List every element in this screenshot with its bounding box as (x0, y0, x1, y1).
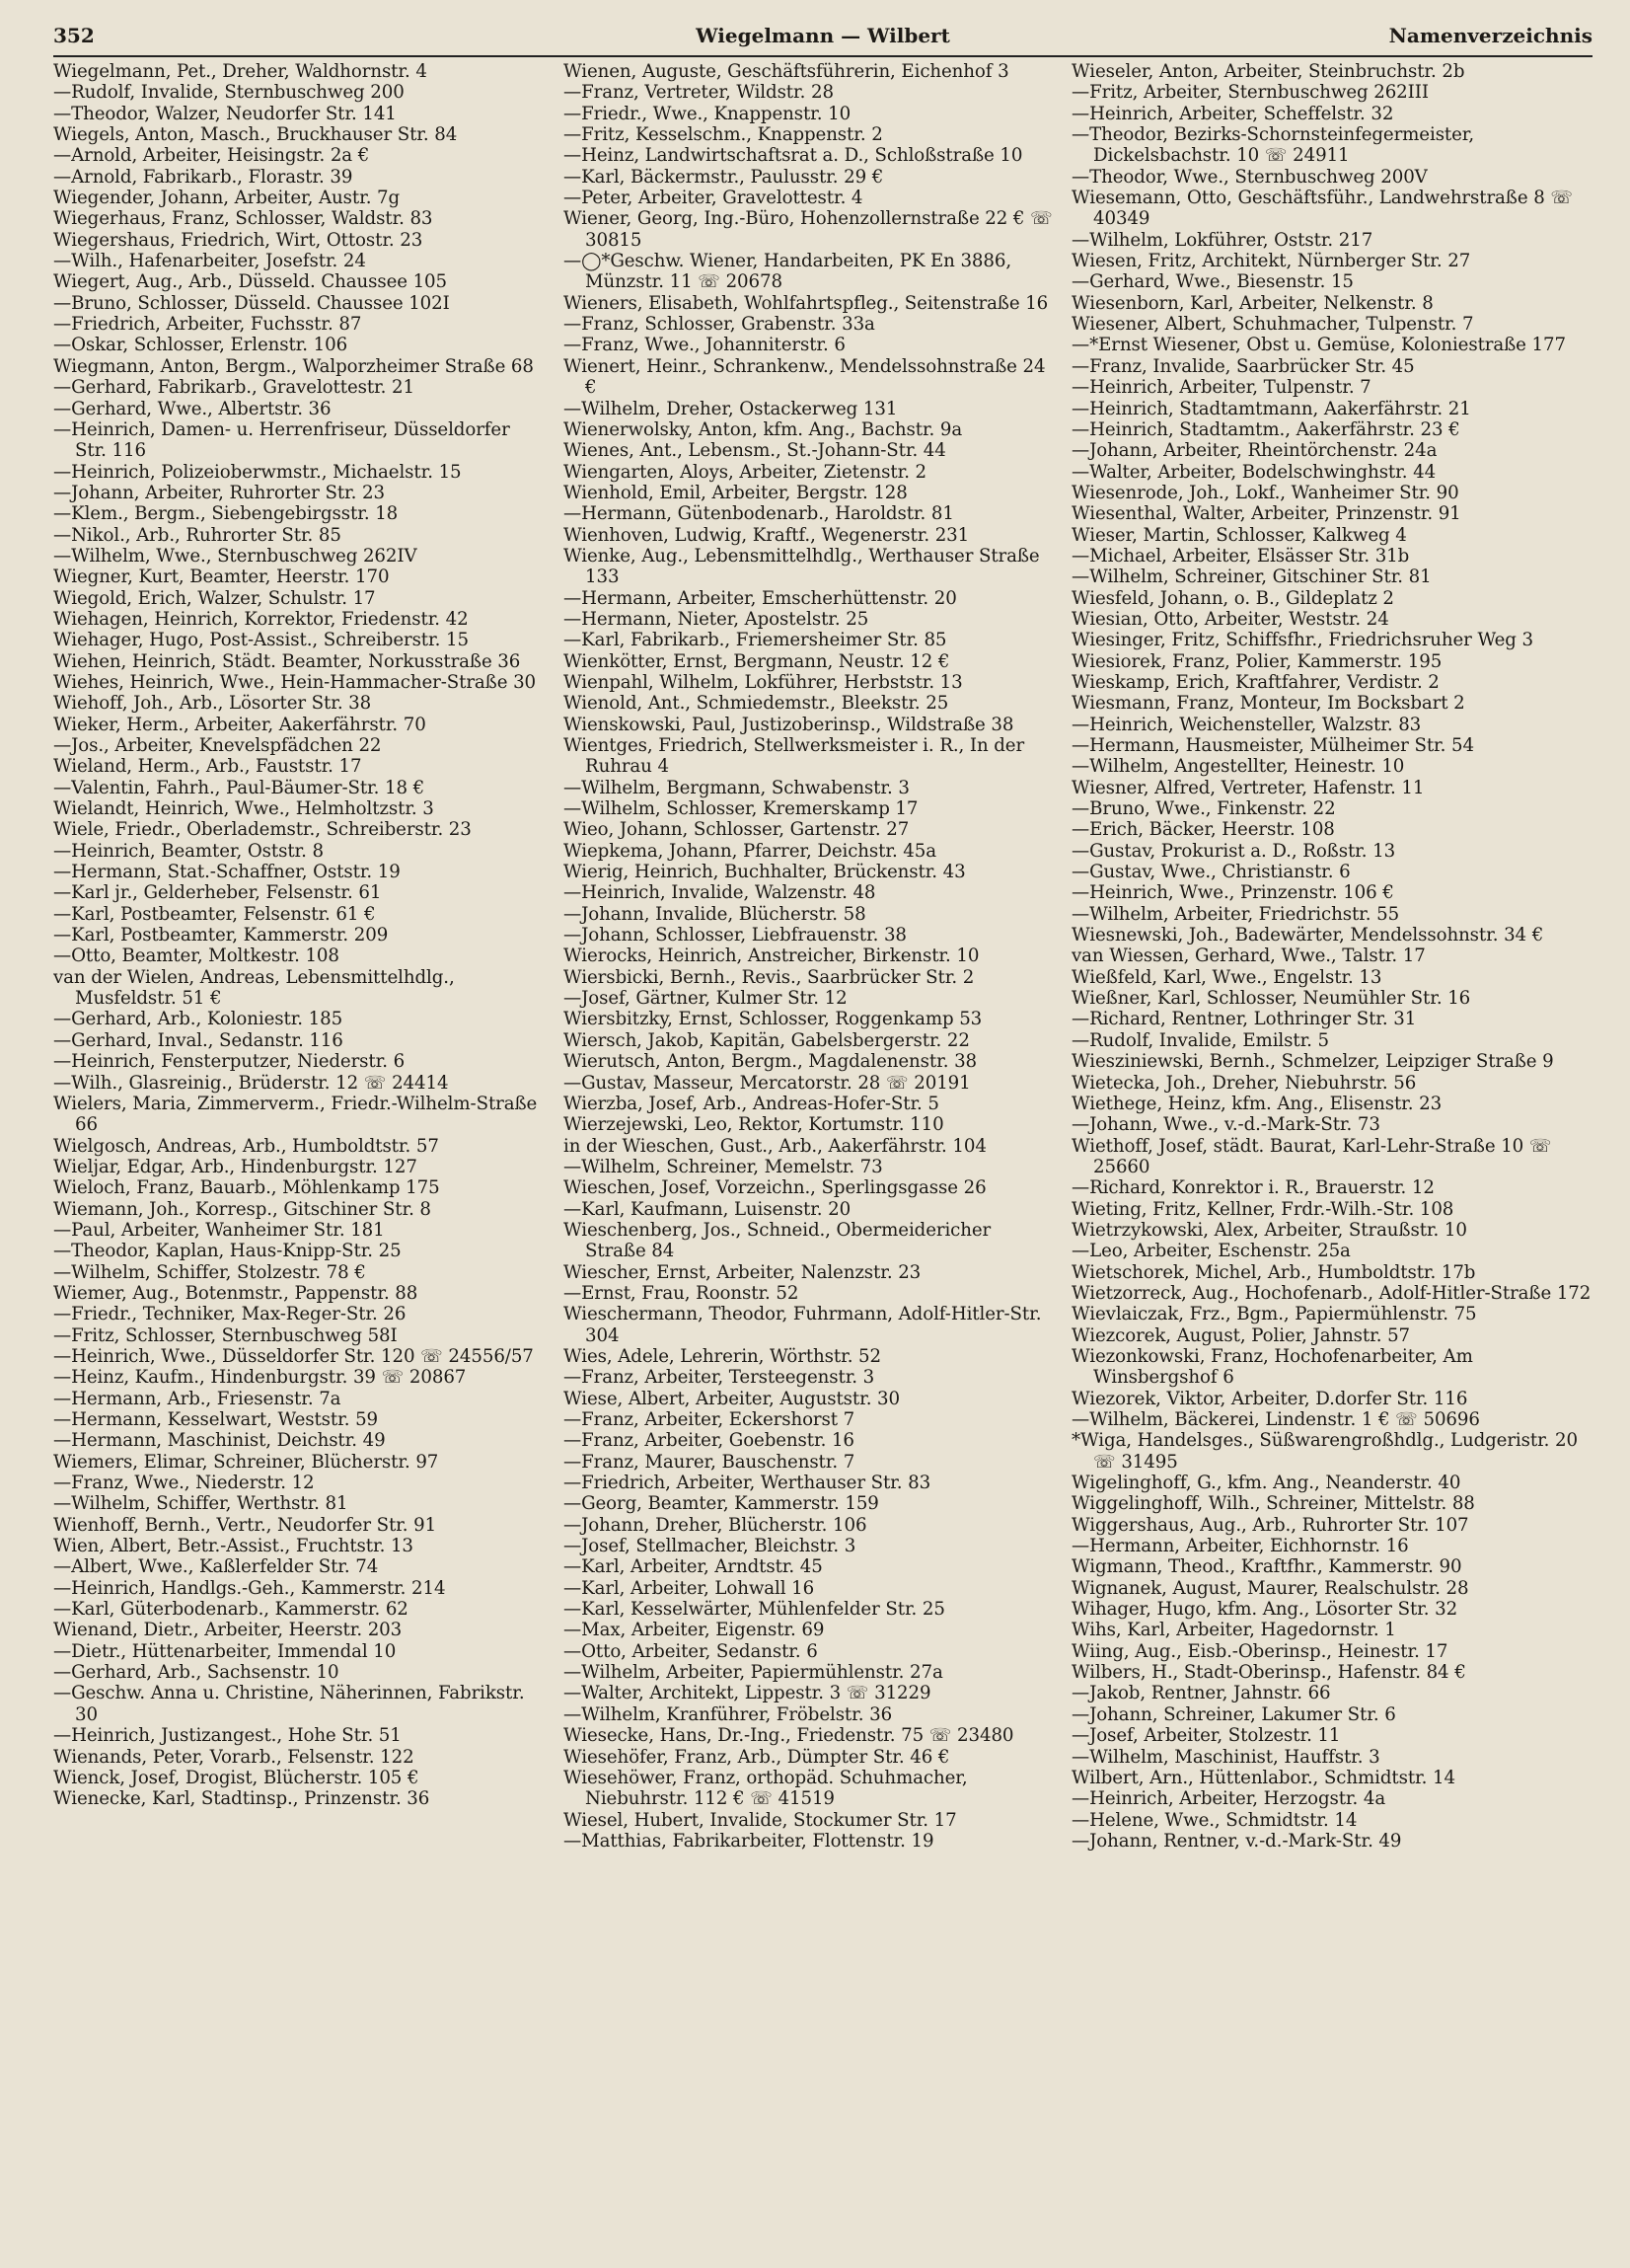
directory-entry: Wilbers, H., Stadt-Oberinsp., Hafenstr. 84 € (1072, 1662, 1466, 1684)
directory-entry: —Wilhelm, Schreiner, Gitschiner Str. 81 (1072, 567, 1432, 588)
directory-entry: —Klem., Bergm., Siebengebirgsstr. 18 (53, 503, 399, 525)
directory-column-1 (53, 61, 543, 2248)
directory-entry: Wienpahl, Wilhelm, Lokführer, Herbststr. 13 (563, 671, 963, 693)
directory-entry: —Wilhelm, Dreher, Ostackerweg 131 (563, 398, 898, 419)
directory-entry: Wiemann, Joh., Korresp., Gitschiner Str. 8 (53, 1198, 431, 1220)
directory-entry: —Heinrich, Arbeiter, Tulpenstr. 7 (1072, 377, 1371, 399)
directory-entry: —Karl, Fabrikarb., Friemersheimer Str. 85 (563, 630, 947, 651)
directory-entry: —Wilhelm, Arbeiter, Friedrichstr. 55 (1072, 903, 1400, 925)
directory-entry: —Josef, Stellmacher, Bleichstr. 3 (563, 1536, 856, 1557)
directory-entry: Wihager, Hugo, kfm. Ang., Lösorter Str. 32 (1072, 1599, 1458, 1621)
directory-entry: Wievlaiczak, Frz., Bgm., Papiermühlenstr. 75 (1072, 1304, 1477, 1325)
directory-entry: —Friedr., Wwe., Knappenstr. 10 (563, 103, 852, 124)
directory-entry: —Franz, Arbeiter, Goebenstr. 16 (563, 1430, 854, 1452)
directory-entry: Wieting, Fritz, Kellner, Frdr.-Wilh.-Str. 108 (1072, 1198, 1454, 1220)
directory-entry: Wiggelinghoff, Wilh., Schreiner, Mittelstr. 88 (1072, 1493, 1475, 1515)
directory-entry: —Walter, Arbeiter, Bodelschwinghstr. 44 (1072, 461, 1437, 483)
directory-entry: —Theodor, Kaplan, Haus-Knipp-Str. 25 (53, 1241, 402, 1262)
directory-entry: —Otto, Beamter, Moltkestr. 108 (53, 945, 339, 967)
directory-entry: —Heinrich, Beamter, Oststr. 8 (53, 840, 324, 862)
directory-entry: —Heinrich, Stadtamtmann, Aakerfährstr. 21 (1072, 398, 1471, 419)
directory-entry: Wiezonkowski, Franz, Hochofenarbeiter, Am Winsbergshof 6 (1072, 1345, 1473, 1389)
directory-entry: —Richard, Rentner, Lothringer Str. 31 (1072, 1009, 1417, 1030)
directory-entry: Wiesnewski, Joh., Badewärter, Mendelssohnstr. 34 € (1072, 925, 1544, 946)
directory-entry: Wiggershaus, Aug., Arb., Ruhrorter Str. 107 (1072, 1514, 1469, 1536)
directory-entry: Wierocks, Heinrich, Anstreicher, Birkenstr. 10 (563, 945, 980, 967)
directory-entry: Wieo, Johann, Schlosser, Gartenstr. 27 (563, 819, 910, 841)
directory-entry: Wihs, Karl, Arbeiter, Hagedornstr. 1 (1072, 1620, 1396, 1641)
directory-entry: —Leo, Arbeiter, Eschenstr. 25a (1072, 1241, 1351, 1262)
directory-entry: *Wiga, Handelsges., Süßwarengroßhdlg., Ludgeristr. 20 ☏ 31495 (1072, 1430, 1578, 1473)
directory-entry: —Karl, Postbeamter, Felsenstr. 61 € (53, 903, 376, 925)
directory-entry: —Jakob, Rentner, Jahnstr. 66 (1072, 1683, 1331, 1704)
directory-entry: Wieker, Herm., Arbeiter, Aakerfährstr. 70 (53, 714, 426, 735)
directory-entry: Wiersbicki, Bernh., Revis., Saarbrücker Str. 2 (563, 966, 975, 988)
directory-entry: —Gerhard, Inval., Sedanstr. 116 (53, 1029, 343, 1051)
directory-entry: —Heinz, Kaufm., Hindenburgstr. 39 ☏ 20867 (53, 1367, 467, 1389)
directory-entry: —Heinrich, Damen- u. Herrenfriseur, Düsseldorfer Str. 116 (53, 418, 510, 462)
directory-entry: Wieser, Martin, Schlosser, Kalkweg 4 (1072, 524, 1407, 546)
directory-entry: —Hermann, Maschinist, Deichstr. 49 (53, 1430, 386, 1452)
directory-entry: Wießner, Karl, Schlosser, Neumühler Str. 16 (1072, 988, 1471, 1010)
directory-entry: —Friedrich, Arbeiter, Werthauser Str. 83 (563, 1473, 931, 1494)
directory-entry: —Josef, Gärtner, Kulmer Str. 12 (563, 988, 848, 1010)
directory-entry: Wierig, Heinrich, Buchhalter, Brückenstr. 43 (563, 862, 966, 883)
directory-entry: —Arnold, Arbeiter, Heisingstr. 2a € (53, 145, 370, 167)
directory-entry: Wiescher, Ernst, Arbeiter, Nalenzstr. 23 (563, 1261, 922, 1283)
directory-entry: —Wilhelm, Schlosser, Kremerskamp 17 (563, 798, 919, 820)
directory-entry: —Gustav, Prokurist a. D., Roßstr. 13 (1072, 840, 1396, 862)
directory-entry: —Albert, Wwe., Kaßlerfelder Str. 74 (53, 1556, 379, 1578)
directory-entry: —Johann, Schlosser, Liebfrauenstr. 38 (563, 925, 907, 946)
directory-entry: Wiesmann, Franz, Monteur, Im Bocksbart 2 (1072, 693, 1465, 715)
directory-entry: —Franz, Invalide, Saarbrücker Str. 45 (1072, 355, 1415, 377)
directory-entry: —Theodor, Wwe., Sternbuschweg 200V (1072, 166, 1428, 188)
directory-entry: —Max, Arbeiter, Eigenstr. 69 (563, 1620, 825, 1641)
directory-entry: —Georg, Beamter, Kammerstr. 159 (563, 1493, 879, 1515)
directory-entry: —Arnold, Fabrikarb., Florastr. 39 (53, 166, 353, 188)
directory-entry: —Heinrich, Fensterputzer, Niederstr. 6 (53, 1051, 406, 1073)
directory-entry: Wiesner, Alfred, Vertreter, Hafenstr. 11 (1072, 777, 1425, 798)
directory-entry: —Fritz, Kesselschm., Knappenstr. 2 (563, 124, 883, 146)
directory-entry: —Heinrich, Polizeioberwmstr., Michaelstr. 15 (53, 461, 462, 483)
directory-entry: —Wilhelm, Bergmann, Schwabenstr. 3 (563, 777, 910, 798)
directory-entry: Wietecka, Joh., Dreher, Niebuhrstr. 56 (1072, 1072, 1417, 1094)
directory-entry: Wiersch, Jakob, Kapitän, Gabelsbergerstr. 22 (563, 1029, 970, 1051)
directory-entry: Wiele, Friedr., Oberlademstr., Schreiberstr. 23 (53, 819, 472, 841)
directory-entry: —Gerhard, Fabrikarb., Gravelottestr. 21 (53, 377, 414, 399)
directory-entry: —*Ernst Wiesener, Obst u. Gemüse, Koloniestraße 177 (1072, 335, 1566, 356)
directory-entry: —Heinrich, Handlgs.-Geh., Kammerstr. 214 (53, 1577, 446, 1599)
directory-entry: —Theodor, Walzer, Neudorfer Str. 141 (53, 103, 397, 124)
directory-entry: Wietzorreck, Aug., Hochofenarb., Adolf-Hitler-Straße 172 (1072, 1282, 1592, 1304)
directory-entry: Wietschorek, Michel, Arb., Humboldtstr. 17b (1072, 1261, 1476, 1283)
directory-entry: Wiethege, Heinz, kfm. Ang., Elisenstr. 23 (1072, 1093, 1443, 1114)
directory-entry: Wilbert, Arn., Hüttenlabor., Schmidtstr. 14 (1072, 1767, 1455, 1788)
directory-entry: —Rudolf, Invalide, Emilstr. 5 (1072, 1029, 1329, 1051)
directory-entry: Wiemer, Aug., Botenmstr., Pappenstr. 88 (53, 1282, 418, 1304)
directory-entry: Wiegels, Anton, Masch., Bruckhauser Str. 84 (53, 124, 458, 146)
page-header (53, 18, 1593, 51)
directory-entry: —Wilhelm, Wwe., Sternbuschweg 262IV (53, 545, 417, 567)
directory-entry: Wieseler, Anton, Arbeiter, Steinbruchstr. 2b (1072, 61, 1465, 82)
directory-entry: —Heinrich, Wwe., Düsseldorfer Str. 120 ☏ 24556/57 (53, 1345, 534, 1367)
directory-entry: —Valentin, Fahrh., Paul-Bäumer-Str. 18 € (53, 777, 425, 798)
directory-entry: —Karl, Kaufmann, Luisenstr. 20 (563, 1198, 852, 1220)
directory-entry: —Hermann, Arb., Friesenstr. 7a (53, 1388, 341, 1409)
directory-entry: —Karl, Arbeiter, Arndtstr. 45 (563, 1556, 823, 1578)
directory-column-2 (563, 61, 1053, 2248)
directory-entry: —Franz, Wwe., Niederstr. 12 (53, 1473, 315, 1494)
directory-entry: —Johann, Dreher, Blücherstr. 106 (563, 1514, 867, 1536)
directory-entry: —◯*Geschw. Wiener, Handarbeiten, PK En 3886, Münzstr. 11 ☏ 20678 (563, 251, 1012, 293)
directory-entry: —Theodor, Bezirks-Schornsteinfegermeister, Dickelsbachstr. 10 ☏ 24911 (1072, 124, 1475, 167)
directory-entry: —Gustav, Wwe., Christianstr. 6 (1072, 862, 1351, 883)
directory-entry: —Wilh., Glasreinig., Brüderstr. 12 ☏ 24414 (53, 1072, 449, 1094)
directory-entry: —Wilh., Hafenarbeiter, Josefstr. 24 (53, 251, 366, 272)
directory-entry: Wiesziniewski, Bernh., Schmelzer, Leipziger Straße 9 (1072, 1051, 1554, 1073)
directory-entry: —Franz, Arbeiter, Tersteegenstr. 3 (563, 1367, 875, 1389)
directory-entry: Wierzba, Josef, Arb., Andreas-Hofer-Str. 5 (563, 1093, 939, 1114)
directory-entry: Wienen, Auguste, Geschäftsführerin, Eichenhof 3 (563, 61, 1009, 82)
directory-entry: —Fritz, Arbeiter, Sternbuschweg 262III (1072, 82, 1429, 104)
directory-entry: —Matthias, Fabrikarbeiter, Flottenstr. 19 (563, 1830, 934, 1852)
directory-entry: Wiesehöfer, Franz, Arb., Dümpter Str. 46 € (563, 1746, 950, 1768)
directory-entry: —Peter, Arbeiter, Gravelottestr. 4 (563, 188, 863, 209)
header-rule (53, 55, 1593, 57)
directory-entry: —Johann, Wwe., v.-d.-Mark-Str. 73 (1072, 1114, 1380, 1136)
directory-entry: —Jos., Arbeiter, Knevelspfädchen 22 (53, 735, 382, 756)
directory-entry: —Paul, Arbeiter, Wanheimer Str. 181 (53, 1219, 385, 1241)
directory-entry: Wignanek, August, Maurer, Realschulstr. 28 (1072, 1577, 1469, 1599)
directory-entry: —Johann, Arbeiter, Ruhrorter Str. 23 (53, 482, 385, 503)
directory-entry: —Franz, Vertreter, Wildstr. 28 (563, 82, 834, 104)
directory-entry: Wiezorek, Viktor, Arbeiter, D.dorfer Str. 116 (1072, 1388, 1468, 1409)
directory-entry: Wiegershaus, Friedrich, Wirt, Ottostr. 23 (53, 229, 423, 251)
directory-entry: —Hermann, Stat.-Schaffner, Oststr. 19 (53, 862, 401, 883)
directory-entry: Wiegold, Erich, Walzer, Schulstr. 17 (53, 587, 376, 609)
directory-entry: —Heinrich, Weichensteller, Walzstr. 83 (1072, 714, 1422, 735)
directory-entry: —Geschw. Anna u. Christine, Näherinnen, Fabrikstr. 30 (53, 1683, 525, 1725)
directory-entry: —Helene, Wwe., Schmidtstr. 14 (1072, 1809, 1358, 1831)
directory-entry: Wieschen, Josef, Vorzeichn., Sperlingsgasse 26 (563, 1177, 987, 1199)
directory-entry: Wiesel, Hubert, Invalide, Stockumer Str. 17 (563, 1809, 957, 1831)
directory-entry: —Heinrich, Arbeiter, Herzogstr. 4a (1072, 1788, 1386, 1810)
directory-entry: —Wilhelm, Schiffer, Stolzestr. 78 € (53, 1261, 366, 1283)
directory-entry: Wiegert, Aug., Arb., Düsseld. Chaussee 105 (53, 271, 447, 293)
directory-entry: Wieners, Elisabeth, Wohlfahrtspfleg., Seitenstraße 16 (563, 292, 1049, 314)
directory-entry: Wiegender, Johann, Arbeiter, Austr. 7g (53, 188, 401, 209)
directory-entry: —Karl, Güterbodenarb., Kammerstr. 62 (53, 1599, 408, 1621)
directory-entry: —Franz, Wwe., Johanniterstr. 6 (563, 335, 846, 356)
directory-entry: —Michael, Arbeiter, Elsässer Str. 31b (1072, 545, 1410, 567)
directory-entry: Wien, Albert, Betr.-Assist., Fruchtstr. 13 (53, 1536, 413, 1557)
directory-entry: —Friedrich, Arbeiter, Fuchsstr. 87 (53, 314, 362, 336)
directory-column-3 (1072, 61, 1594, 2248)
directory-entry: —Otto, Arbeiter, Sedanstr. 6 (563, 1640, 818, 1662)
directory-entry: Wiehes, Heinrich, Wwe., Hein-Hammacher-Straße 30 (53, 671, 537, 693)
directory-entry: —Heinrich, Stadtamtm., Aakerfährstr. 23 € (1072, 418, 1460, 440)
directory-entry: Wiemers, Elimar, Schreiner, Blücherstr. 97 (53, 1451, 439, 1473)
directory-entry: Wigelinghoff, G., kfm. Ang., Neanderstr. 40 (1072, 1473, 1461, 1494)
directory-entry: —Hermann, Arbeiter, Eichhornstr. 16 (1072, 1536, 1409, 1557)
directory-entry: —Karl jr., Gelderheber, Felsenstr. 61 (53, 882, 382, 904)
directory-entry: Wigmann, Theod., Kraftfhr., Kammerstr. 90 (1072, 1556, 1462, 1578)
directory-entry: —Heinrich, Justizangest., Hohe Str. 51 (53, 1725, 402, 1747)
directory-entry: —Hermann, Gütenbodenarb., Haroldstr. 81 (563, 503, 954, 525)
directory-entry: Wiegerhaus, Franz, Schlosser, Waldstr. 83 (53, 208, 433, 230)
directory-entry: —Josef, Arbeiter, Stolzestr. 11 (1072, 1725, 1341, 1747)
directory-entry: van Wiessen, Gerhard, Wwe., Talstr. 17 (1072, 945, 1426, 967)
directory-entry: Wieljar, Edgar, Arb., Hindenburgstr. 127 (53, 1156, 417, 1177)
directory-entry: Wienerwolsky, Anton, kfm. Ang., Bachstr. 9a (563, 418, 963, 440)
directory-entry: Wiepkema, Johann, Pfarrer, Deichstr. 45a (563, 840, 936, 862)
directory-entry: —Karl, Arbeiter, Lohwall 16 (563, 1577, 815, 1599)
directory-entry: Wieland, Herm., Arb., Fauststr. 17 (53, 756, 362, 778)
page-number: 352 (53, 24, 95, 47)
directory-entry: —Hermann, Arbeiter, Emscherhüttenstr. 20 (563, 587, 957, 609)
directory-entry: —Rudolf, Invalide, Sternbuschweg 200 (53, 82, 405, 104)
directory-entry: —Ernst, Frau, Roonstr. 52 (563, 1282, 799, 1304)
directory-entry: Wienskowski, Paul, Justizoberinsp., Wildstraße 38 (563, 714, 1014, 735)
directory-entry: Wieloch, Franz, Bauarb., Möhlenkamp 175 (53, 1177, 440, 1199)
directory-entry: —Gerhard, Wwe., Albertstr. 36 (53, 398, 332, 419)
directory-entry: —Fritz, Schlosser, Sternbuschweg 58I (53, 1324, 398, 1346)
directory-entry: Wierzejewski, Leo, Rektor, Kortumstr. 110 (563, 1114, 944, 1136)
directory-entry: Wiegner, Kurt, Beamter, Heerstr. 170 (53, 567, 390, 588)
directory-entry: Wiesemann, Otto, Geschäftsführ., Landwehrstraße 8 ☏ 40349 (1072, 188, 1573, 230)
directory-entry: Wielandt, Heinrich, Wwe., Helmholtzstr. 3 (53, 798, 434, 820)
directory-entry: Wienkötter, Ernst, Bergmann, Neustr. 12 € (563, 650, 950, 672)
directory-entry: Wiesenthal, Walter, Arbeiter, Prinzenstr. 91 (1072, 503, 1461, 525)
directory-entry: —Gerhard, Wwe., Biesenstr. 15 (1072, 271, 1354, 293)
directory-entry: Wielgosch, Andreas, Arb., Humboldtstr. 57 (53, 1135, 439, 1157)
directory-entry: —Friedr., Techniker, Max-Reger-Str. 26 (53, 1304, 407, 1325)
directory-entry: Wienke, Aug., Lebensmittelhdlg., Werthauser Straße 133 (563, 545, 1040, 588)
directory-entry: —Hermann, Nieter, Apostelstr. 25 (563, 608, 869, 630)
directory-entry: Wiesecke, Hans, Dr.-Ing., Friedenstr. 75 ☏ 23480 (563, 1725, 1014, 1747)
directory-entry: —Bruno, Wwe., Finkenstr. 22 (1072, 798, 1336, 820)
directory-entry: —Johann, Arbeiter, Rheintörchenstr. 24a (1072, 440, 1438, 462)
directory-entry: —Johann, Rentner, v.-d.-Mark-Str. 49 (1072, 1830, 1402, 1852)
section-title: Namenverzeichnis (1388, 24, 1593, 47)
directory-entry: —Karl, Bäckermstr., Paulusstr. 29 € (563, 166, 884, 188)
directory-entry: —Wilhelm, Schreiner, Memelstr. 73 (563, 1156, 883, 1177)
directory-entry: —Wilhelm, Schiffer, Werthstr. 81 (53, 1493, 348, 1515)
directory-entry: —Wilhelm, Maschinist, Hauffstr. 3 (1072, 1746, 1380, 1768)
directory-entry: Wiehager, Hugo, Post-Assist., Schreiberstr. 15 (53, 630, 469, 651)
directory-entry: Wiesenrode, Joh., Lokf., Wanheimer Str. 90 (1072, 482, 1459, 503)
directory-entry: —Heinrich, Invalide, Walzenstr. 48 (563, 882, 876, 904)
directory-entry: Wieschenberg, Jos., Schneid., Obermeidericher Straße 84 (563, 1219, 992, 1262)
directory-entry: Wiese, Albert, Arbeiter, Auguststr. 30 (563, 1388, 901, 1409)
directory-entry: Wiehagen, Heinrich, Korrektor, Friedenstr. 42 (53, 608, 469, 630)
directory-entry: Wienes, Ant., Lebensm., St.-Johann-Str. 44 (563, 440, 946, 462)
directory-entry: —Heinrich, Arbeiter, Scheffelstr. 32 (1072, 103, 1394, 124)
directory-entry: Wiesehöwer, Franz, orthopäd. Schuhmacher, Niebuhrstr. 112 € ☏ 41519 (563, 1767, 968, 1810)
directory-entry: Wiing, Aug., Eisb.-Oberinsp., Heinestr. 17 (1072, 1640, 1448, 1662)
directory-entry: —Karl, Postbeamter, Kammerstr. 209 (53, 925, 389, 946)
directory-entry: Wienhoff, Bernh., Vertr., Neudorfer Str. 91 (53, 1514, 437, 1536)
directory-entry: Wienert, Heinr., Schrankenw., Mendelssohnstraße 24 € (563, 355, 1046, 399)
directory-entry: —Bruno, Schlosser, Düsseld. Chaussee 102I (53, 292, 450, 314)
directory-entry: van der Wielen, Andreas, Lebensmittelhdlg., Musfeldstr. 51 € (53, 966, 455, 1010)
directory-entry: —Wilhelm, Bäckerei, Lindenstr. 1 € ☏ 50696 (1072, 1409, 1480, 1430)
directory-entry: Wiehen, Heinrich, Städt. Beamter, Norkusstraße 36 (53, 650, 521, 672)
directory-entry: —Franz, Schlosser, Grabenstr. 33a (563, 314, 875, 336)
directory-entry: Wielers, Maria, Zimmerverm., Friedr.-Wilhelm-Straße 66 (53, 1093, 538, 1136)
page-title: Wiegelmann — Wilbert (696, 24, 950, 47)
directory-entry: —Wilhelm, Arbeiter, Papiermühlenstr. 27a (563, 1662, 943, 1684)
directory-entry: Wies, Adele, Lehrerin, Wörthstr. 52 (563, 1345, 881, 1367)
directory-entry: —Franz, Arbeiter, Eckershorst 7 (563, 1409, 855, 1430)
directory-entry: Wiesian, Otto, Arbeiter, Weststr. 24 (1072, 608, 1389, 630)
directory-entry: Wienecke, Karl, Stadtinsp., Prinzenstr. 36 (53, 1788, 430, 1810)
directory-entry: Wiener, Georg, Ing.-Büro, Hohenzollernstraße 22 € ☏ 30815 (563, 208, 1053, 251)
directory-entry: Wiengarten, Aloys, Arbeiter, Zietenstr. 2 (563, 461, 927, 483)
directory-entry: Wiersbitzky, Ernst, Schlosser, Roggenkamp 53 (563, 1009, 983, 1030)
directory-entry: —Richard, Konrektor i. R., Brauerstr. 12 (1072, 1177, 1435, 1199)
directory-entry: —Hermann, Hausmeister, Mülheimer Str. 54 (1072, 735, 1474, 756)
directory-entry: in der Wieschen, Gust., Arb., Aakerfährstr. 104 (563, 1135, 987, 1157)
directory-entry: Wienck, Josef, Drogist, Blücherstr. 105 € (53, 1767, 419, 1788)
directory-entry: —Walter, Architekt, Lippestr. 3 ☏ 31229 (563, 1683, 931, 1704)
directory-entry: —Wilhelm, Angestellter, Heinestr. 10 (1072, 756, 1405, 778)
directory-entry: Wierutsch, Anton, Bergm., Magdalenenstr. 38 (563, 1051, 978, 1073)
directory-entry: —Dietr., Hüttenarbeiter, Immendal 10 (53, 1640, 397, 1662)
directory-entry: —Heinz, Landwirtschaftsrat a. D., Schloßstraße 10 (563, 145, 1023, 167)
directory-entry: —Hermann, Kesselwart, Weststr. 59 (53, 1409, 379, 1430)
directory-entry: Wiesenborn, Karl, Arbeiter, Nelkenstr. 8 (1072, 292, 1434, 314)
directory-entry: Wieskamp, Erich, Kraftfahrer, Verdistr. 2 (1072, 671, 1440, 693)
directory-entry: Wietrzykowski, Alex, Arbeiter, Straußstr. 10 (1072, 1219, 1467, 1241)
directory-entry: —Johann, Schreiner, Lakumer Str. 6 (1072, 1703, 1396, 1725)
directory-entry: Wienands, Peter, Vorarb., Felsenstr. 122 (53, 1746, 414, 1768)
directory-entry: —Nikol., Arb., Ruhrorter Str. 85 (53, 524, 341, 546)
directory-entry: Wiesiorek, Franz, Polier, Kammerstr. 195 (1072, 650, 1443, 672)
directory-entry: Wiezcorek, August, Polier, Jahnstr. 57 (1072, 1324, 1411, 1346)
directory-entry: Wiegmann, Anton, Bergm., Walporzheimer Straße 68 (53, 355, 534, 377)
directory-entry: Wiesen, Fritz, Architekt, Nürnberger Str. 27 (1072, 251, 1471, 272)
directory-entry: Wienhoven, Ludwig, Kraftf., Wegenerstr. 231 (563, 524, 970, 546)
directory-entry: —Gerhard, Arb., Sachsenstr. 10 (53, 1662, 339, 1684)
directory-entry: —Gerhard, Arb., Koloniestr. 185 (53, 1009, 343, 1030)
directory-entry: Wienold, Ant., Schmiedemstr., Bleekstr. 25 (563, 693, 949, 715)
directory-entry: Wiesinger, Fritz, Schiffsfhr., Friedrichsruher Weg 3 (1072, 630, 1533, 651)
directory-entry: Wieschermann, Theodor, Fuhrmann, Adolf-Hitler-Str. 304 (563, 1304, 1042, 1346)
directory-entry: Wientges, Friedrich, Stellwerksmeister i. R., In der Ruhrau 4 (563, 735, 1025, 778)
directory-entry: —Johann, Invalide, Blücherstr. 58 (563, 903, 866, 925)
directory-entry: —Heinrich, Wwe., Prinzenstr. 106 € (1072, 882, 1394, 904)
directory-entry: —Oskar, Schlosser, Erlenstr. 106 (53, 335, 348, 356)
directory-entry: Wienand, Dietr., Arbeiter, Heerstr. 203 (53, 1620, 403, 1641)
directory-entry: Wiesfeld, Johann, o. B., Gildeplatz 2 (1072, 587, 1394, 609)
directory-entry: Wienhold, Emil, Arbeiter, Bergstr. 128 (563, 482, 908, 503)
directory-entry: —Wilhelm, Kranführer, Fröbelstr. 36 (563, 1703, 893, 1725)
directory-entry: —Wilhelm, Lokführer, Oststr. 217 (1072, 229, 1373, 251)
directory-entry: —Karl, Kesselwärter, Mühlenfelder Str. 25 (563, 1599, 945, 1621)
directory-entry: —Franz, Maurer, Bauschenstr. 7 (563, 1451, 855, 1473)
directory-entry: —Erich, Bäcker, Heerstr. 108 (1072, 819, 1335, 841)
directory-entry: Wiethoff, Josef, städt. Baurat, Karl-Lehr-Straße 10 ☏ 25660 (1072, 1135, 1552, 1177)
directory-entry: —Gustav, Masseur, Mercatorstr. 28 ☏ 20191 (563, 1072, 971, 1094)
directory-entry: Wiehoff, Joh., Arb., Lösorter Str. 38 (53, 693, 372, 715)
directory-entry: Wiegelmann, Pet., Dreher, Waldhornstr. 4 (53, 61, 427, 82)
directory-entry: Wiesener, Albert, Schuhmacher, Tulpenstr. 7 (1072, 314, 1474, 336)
directory-entry: Wießfeld, Karl, Wwe., Engelstr. 13 (1072, 966, 1382, 988)
